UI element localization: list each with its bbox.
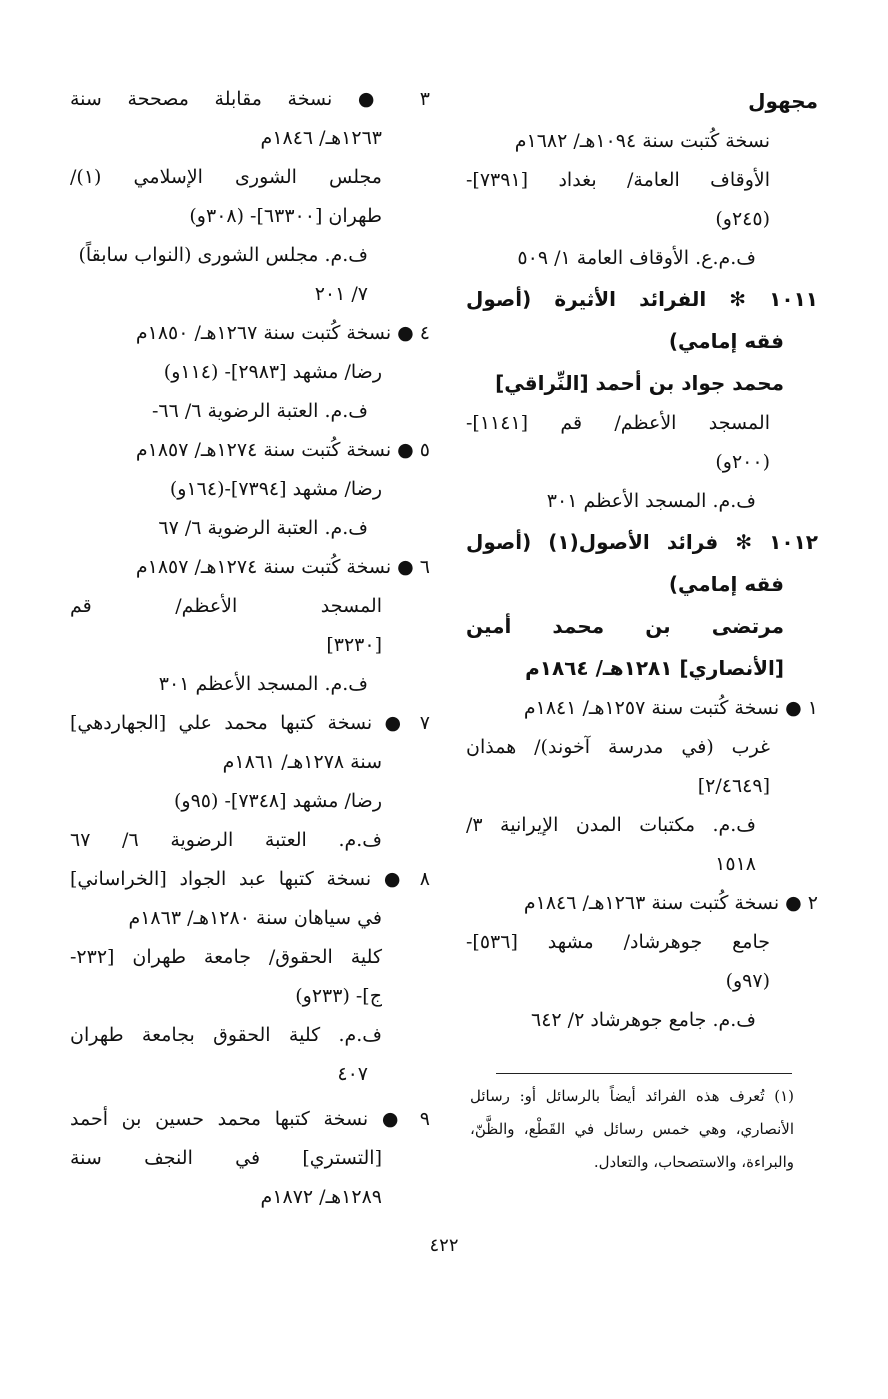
left-column-line: ٣ ● نسخة مقابلة مصححة سنة bbox=[70, 88, 430, 110]
left-column-line: سنة ١٢٧٨هـ/ ١٨٦١م bbox=[222, 751, 382, 773]
left-column-line: رضا/ مشهد [٢٩٨٣]- (١١٤و) bbox=[163, 361, 382, 383]
left-column-line: ج]- (٢٣٣و) bbox=[295, 985, 382, 1007]
right-column-line: ١٠١١ ✻ الفرائد الأثيرة (أصول bbox=[466, 287, 818, 311]
left-column-line: ١٢٦٣هـ/ ١٨٤٦م bbox=[260, 127, 382, 149]
left-column-line: ف.م. العتبة الرضوية ٦/ ٦٦- bbox=[151, 400, 368, 422]
right-column-line: [الأنصاري] ١٢٨١هـ/ ١٨٦٤م bbox=[525, 656, 784, 680]
right-column-line: محمد جواد بن أحمد [النِّراقي] bbox=[495, 371, 784, 395]
right-column-line: [٢/٤٦٤٩] bbox=[697, 775, 770, 797]
left-column bbox=[70, 80, 430, 1217]
left-column-line: ف.م. كلية الحقوق بجامعة طهران bbox=[70, 1024, 382, 1046]
footnote-separator bbox=[496, 1073, 792, 1074]
left-column-line: في سياهان سنة ١٢٨٠هـ/ ١٨٦٣م bbox=[128, 907, 382, 929]
page-number: ٤٢٢ bbox=[429, 1235, 459, 1256]
left-column-line: ٧ ● نسخة كتبها محمد علي [الجهاردهي] bbox=[70, 712, 430, 734]
right-column-line: (٩٧و) bbox=[725, 970, 770, 992]
left-column-line: ٥ ● نسخة كُتبت سنة ١٢٧٤هـ/ ١٨٥٧م bbox=[135, 439, 430, 461]
right-column-line: (٢٠٠و) bbox=[715, 451, 770, 473]
left-column-line: ٨ ● نسخة كتبها عبد الجواد [الخراساني] bbox=[70, 868, 430, 890]
right-column-line: ١٥١٨ bbox=[715, 853, 756, 875]
right-column bbox=[466, 80, 818, 1040]
right-column-line: نسخة كُتبت سنة ١٠٩٤هـ/ ١٦٨٢م bbox=[514, 130, 770, 152]
right-column-line: مرتضى بن محمد أمين bbox=[466, 614, 784, 638]
left-column-line: ف.م. العتبة الرضوية ٦/ ٦٧ bbox=[70, 829, 382, 851]
left-column-line: كلية الحقوق/ جامعة طهران [٢٣٢- bbox=[70, 946, 382, 968]
left-column-line: ٧/ ٢٠١ bbox=[314, 283, 368, 305]
left-column-line: [٣٢٣٠] bbox=[326, 634, 382, 656]
left-column-line: رضا/ مشهد [٧٣٩٤]-(١٦٤و) bbox=[169, 478, 382, 500]
right-column-line: ف.م. مكتبات المدن الإيرانية ٣/ bbox=[466, 814, 756, 836]
left-column-line: ف.م. مجلس الشورى (النواب سابقاً) bbox=[78, 244, 368, 266]
right-column-line: ف.م. المسجد الأعظم ٣٠١ bbox=[546, 490, 756, 512]
left-column-line: ٦ ● نسخة كُتبت سنة ١٢٧٤هـ/ ١٨٥٧م bbox=[135, 556, 430, 578]
right-column-line: ١ ● نسخة كُتبت سنة ١٢٥٧هـ/ ١٨٤١م bbox=[523, 697, 818, 719]
right-column-line: ٢ ● نسخة كُتبت سنة ١٢٦٣هـ/ ١٨٤٦م bbox=[523, 892, 818, 914]
right-column-line: المسجد الأعظم/ قم [١١٤١]- bbox=[466, 412, 770, 434]
right-column-line: فقه إمامي) bbox=[668, 572, 784, 596]
right-column-line: فقه إمامي) bbox=[668, 329, 784, 353]
right-column-line: (٢٤٥و) bbox=[715, 208, 770, 230]
left-column-line: رضا/ مشهد [٧٣٤٨]- (٩٥و) bbox=[174, 790, 382, 812]
left-column-line: طهران [٦٣٣٠٠]- (٣٠٨و) bbox=[189, 205, 382, 227]
right-column-line: ف.م. جامع جوهرشاد ٢/ ٦٤٢ bbox=[530, 1009, 756, 1031]
left-column-line: ٩ ● نسخة كتبها محمد حسين بن أحمد bbox=[70, 1108, 430, 1130]
right-column-line: ١٠١٢ ✻ فرائد الأصول(١) (أصول bbox=[466, 530, 818, 554]
right-column-line: جامع جوهرشاد/ مشهد [٥٣٦]- bbox=[466, 931, 770, 953]
left-column-line: ٤٠٧ bbox=[337, 1063, 368, 1085]
left-column-line: ٤ ● نسخة كُتبت سنة ١٢٦٧هـ/ ١٨٥٠م bbox=[135, 322, 430, 344]
left-column-line: ف.م. العتبة الرضوية ٦/ ٦٧ bbox=[158, 517, 368, 539]
right-column-line: غرب (في مدرسة آخوند)/ همذان bbox=[466, 736, 770, 758]
right-column-line: ف.م.ع. الأوقاف العامة ١/ ٥٠٩ bbox=[517, 247, 756, 269]
left-column-line: مجلس الشورى الإسلامي (١)/ bbox=[70, 166, 382, 188]
right-column-line: الأوقاف العامة/ بغداد [٧٣٩١]- bbox=[466, 169, 770, 191]
left-column-line: المسجد الأعظم/ قم bbox=[70, 595, 382, 617]
right-column-line: مجهول bbox=[748, 89, 818, 113]
left-column-line: ف.م. المسجد الأعظم ٣٠١ bbox=[158, 673, 368, 695]
left-column-line: [التستري] في النجف سنة bbox=[70, 1147, 382, 1169]
footnote: (١) تُعرف هذه الفرائد أيضاً بالرسائل أو: رسائل الأنصاري، وهي خمس رسائل في القَطْع، والظَّنّ، والبراءة، والاستصحاب، والتعادل. bbox=[470, 1087, 794, 1171]
left-column-line: ١٢٨٩هـ/ ١٨٧٢م bbox=[260, 1186, 382, 1208]
